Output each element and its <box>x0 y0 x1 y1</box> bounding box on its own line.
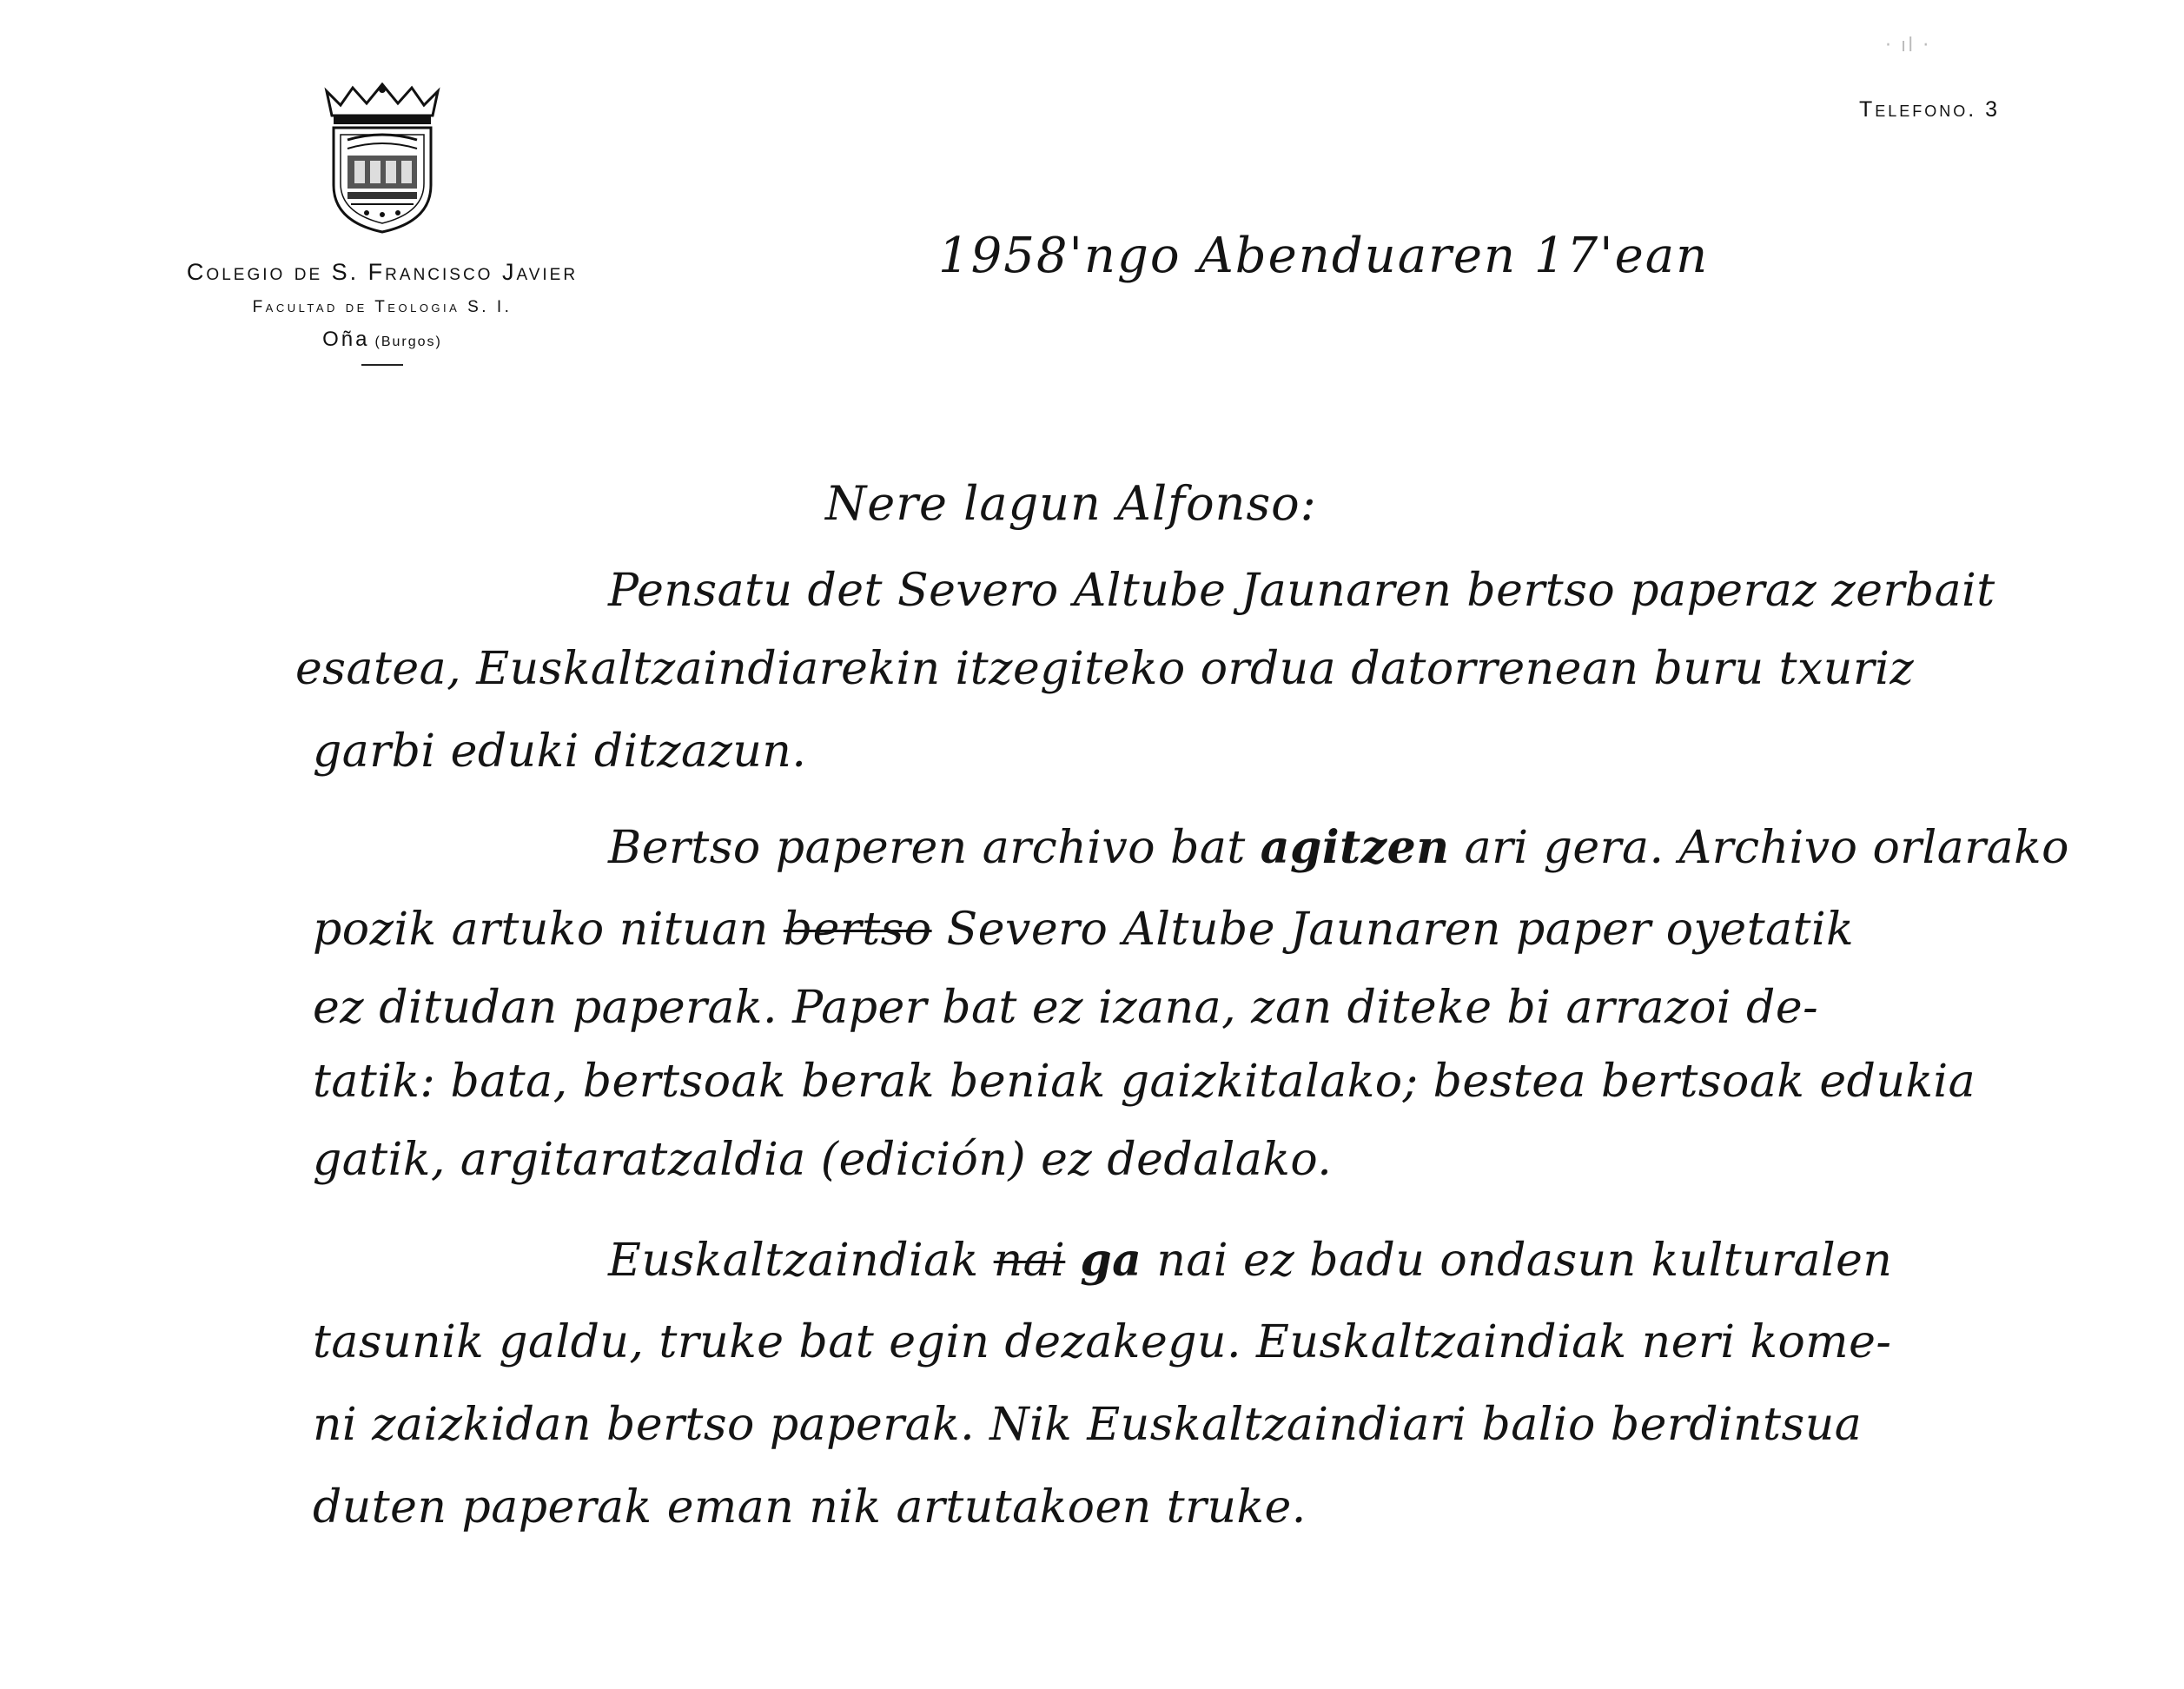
letter-line <box>313 1399 1862 1451</box>
line-text: pozik artuko nituan <box>313 904 784 956</box>
letter-line <box>313 1056 1976 1108</box>
letter-line <box>313 904 1854 956</box>
line-text: esatea, Euskaltzaindiarekin itzegiteko ordua datorrenean buru txuriz <box>295 643 1915 695</box>
letter-line <box>313 725 806 778</box>
place-note: (Burgos) <box>374 334 442 349</box>
line-text: ari gera. Archivo orlarako <box>1449 822 2069 874</box>
letter-line <box>313 1134 1332 1186</box>
line-text: Euskaltzaindiak <box>608 1235 994 1287</box>
letter-line <box>608 565 1995 617</box>
letter-line <box>313 982 1818 1034</box>
line-text: ez ditudan paperak. Paper bat ez izana, zan diteke bi arrazoi de- <box>313 982 1819 1034</box>
line-text <box>1065 1235 1080 1287</box>
line-text: nai ez badu ondasun kulturalen <box>1142 1235 1893 1287</box>
overwritten-word: agitzen <box>1260 821 1450 874</box>
struck-word: bertso <box>783 904 932 956</box>
coat-of-arms-icon <box>321 83 443 235</box>
place-name: Oña <box>322 328 370 351</box>
line-text: Severo Altube Jaunaren paper oyetatik <box>931 904 1855 956</box>
line-text: tatik: bata, bertsoak berak beniak gaizkitalako; bestea bertsoak edukia <box>313 1056 1976 1108</box>
faculty-name: Facultad de Teologia S. I. <box>252 298 513 316</box>
institution-name: Colegio de S. Francisco Javier <box>186 259 579 285</box>
letter-line <box>608 1234 1892 1287</box>
letter-date: 1958'ngo Abenduaren 17'ean <box>938 228 1710 284</box>
line-text: gatik, argitaratzaldia (edición) ez dedalako. <box>313 1134 1333 1186</box>
letter-line <box>295 643 1914 695</box>
letter-line <box>608 821 2069 874</box>
letter-line <box>313 1481 1307 1533</box>
letterhead-divider <box>361 364 403 366</box>
archive-mark: · ıl · <box>1885 35 1931 56</box>
letter-salutation: Nere lagun Alfonso: <box>825 476 1317 531</box>
struck-word: nai <box>993 1235 1066 1287</box>
line-text: tasunik galdu, truke bat egin dezakegu. Euskaltzaindiak neri kome- <box>313 1316 1892 1368</box>
place-line <box>87 328 678 352</box>
line-text: ni zaizkidan bertso paperak. Nik Euskaltzaindiari balio berdintsua <box>313 1399 1863 1451</box>
telephone-number: Telefono. 3 <box>1859 97 2001 122</box>
letterhead <box>87 83 678 366</box>
line-text: Pensatu det Severo Altube Jaunaren bertso paperaz zerbait <box>608 565 1995 617</box>
line-text: garbi eduki ditzazun. <box>313 725 807 778</box>
overwritten-word: ga <box>1080 1234 1142 1287</box>
letter-line <box>313 1316 1891 1368</box>
line-text: duten paperak eman nik artutakoen truke. <box>313 1481 1307 1533</box>
line-text: Bertso paperen archivo bat <box>608 822 1261 874</box>
